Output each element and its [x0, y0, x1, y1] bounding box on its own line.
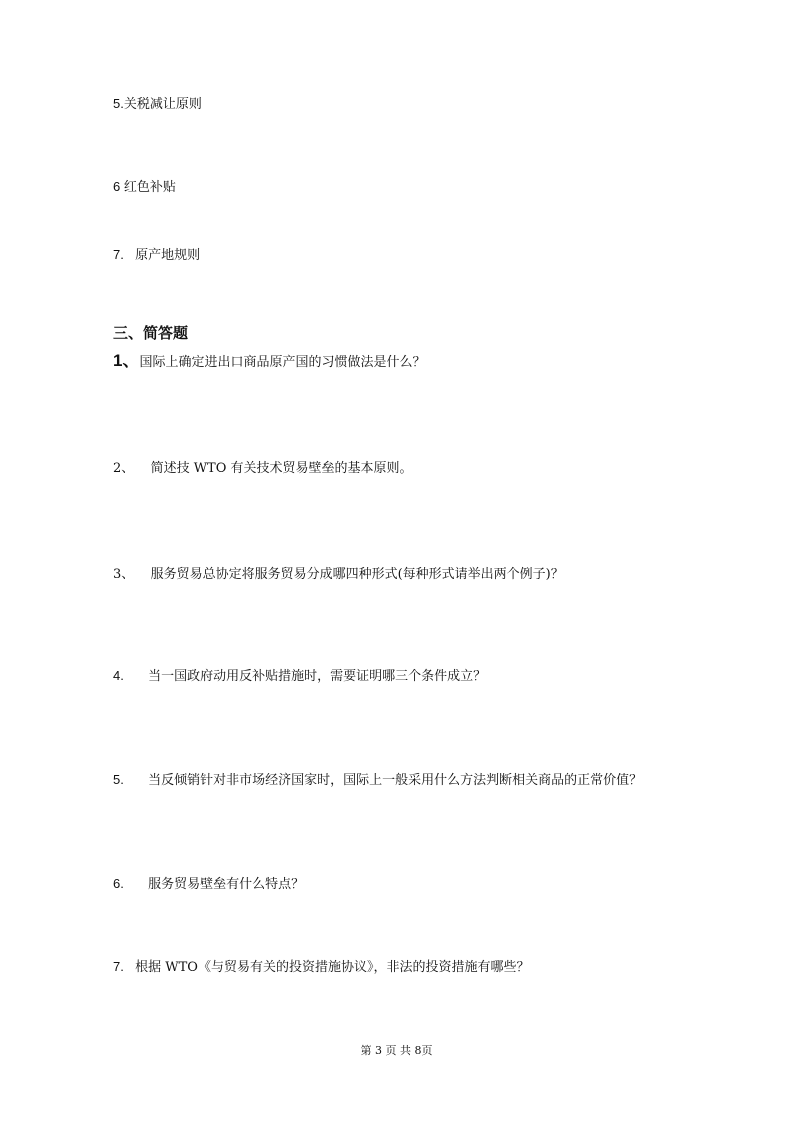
term-item-7-text: 原产地规则: [135, 248, 201, 263]
question-4: [113, 667, 486, 686]
term-item-7-number: 7.: [113, 247, 124, 262]
term-item-6: 6 红色补贴: [113, 179, 176, 194]
question-number: 5.: [113, 772, 124, 787]
question-text: 服务贸易壁垒有什么特点？: [148, 877, 305, 892]
term-item-5: 5.关税减让原则: [113, 96, 202, 111]
question-6: [113, 875, 304, 894]
question-text: 国际上确定进出口商品原产国的习惯做法是什么？: [139, 355, 426, 370]
question-3: [113, 566, 564, 584]
section-heading: 三、简答题: [113, 324, 189, 342]
page-number-footer: 第 3 页 共 8页: [360, 1044, 433, 1057]
question-text: 当反倾销针对非市场经济国家时，国际上一般采用什么方法判断相关商品的正常价值？: [148, 773, 643, 788]
question-text: 服务贸易总协定将服务贸易分成哪四种形式(每种形式请举出两个例子)？: [150, 567, 564, 582]
question-7: [113, 958, 529, 977]
question-number: 2、: [113, 461, 135, 476]
question-text: 当一国政府动用反补贴措施时，需要证明哪三个条件成立？: [148, 669, 487, 684]
question-2: [113, 460, 413, 478]
term-item-7: [113, 246, 200, 265]
question-number: 6.: [113, 876, 124, 891]
question-number: 1、: [113, 351, 140, 370]
question-number: 3、: [113, 567, 135, 582]
question-text: 根据 WTO《与贸易有关的投资措施协议》，非法的投资措施有哪些？: [135, 960, 530, 975]
question-1: [113, 352, 425, 372]
question-5: [113, 771, 642, 790]
question-number: 7.: [113, 959, 124, 974]
question-text: 简述技 WTO 有关技术贸易壁垒的基本原则。: [150, 461, 413, 476]
question-number: 4.: [113, 668, 124, 683]
